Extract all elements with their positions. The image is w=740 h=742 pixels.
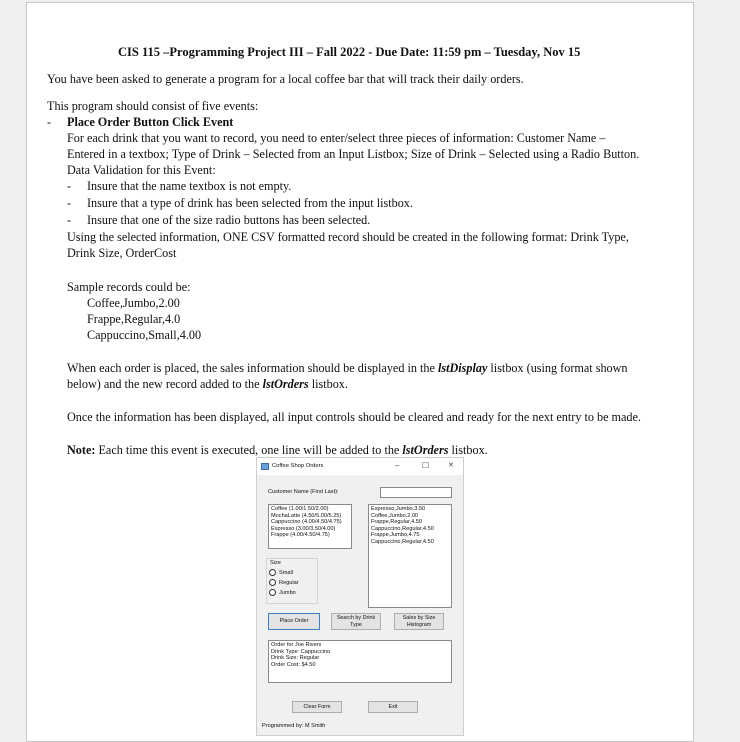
- minimize-icon[interactable]: –: [395, 461, 400, 470]
- customer-name-label: Customer Name (First Last):: [268, 489, 339, 495]
- drink-type-listbox[interactable]: [268, 504, 352, 549]
- size-option-label: Regular: [279, 580, 299, 586]
- display-line: Drink Size: Regular: [271, 655, 320, 662]
- list-item[interactable]: Espresso (3.00/3.50/4.00): [271, 525, 336, 532]
- display-listbox[interactable]: [268, 640, 452, 683]
- bullet-dash: -: [47, 115, 52, 129]
- validation-dash: -: [67, 179, 72, 193]
- place-order-button[interactable]: Place Order: [268, 613, 320, 630]
- para2-line2: Drink Size, OrderCost: [67, 246, 177, 260]
- size-radio-small[interactable]: [269, 569, 276, 576]
- orders-listbox[interactable]: [368, 504, 452, 608]
- maximize-icon[interactable]: ☐: [422, 461, 430, 470]
- validation-dash: -: [67, 196, 72, 210]
- coffee-shop-form-screenshot: [256, 457, 464, 736]
- para3-line2: below) and the new record added to the lstOrders listbox.: [67, 377, 348, 391]
- list-item[interactable]: MochaLatte (4.50/5.00/5.25): [271, 512, 342, 519]
- para1-line3: Data Validation for this Event:: [67, 163, 216, 177]
- validation-item: Insure that a type of drink has been selected from the input listbox.: [87, 196, 413, 210]
- validation-item: Insure that the name textbox is not empty.: [87, 179, 292, 193]
- list-item[interactable]: Frappe,Regular,4.50: [371, 519, 422, 526]
- size-option-label: Small: [279, 570, 293, 576]
- size-radio-regular[interactable]: [269, 579, 276, 586]
- search-by-drink-button[interactable]: Search by Drink Type: [331, 613, 381, 630]
- size-option-label: Jumbo: [279, 590, 296, 596]
- sample-intro: Sample records could be:: [67, 280, 191, 294]
- size-radio-jumbo[interactable]: [269, 589, 276, 596]
- exit-button[interactable]: Exit: [368, 701, 418, 713]
- display-line: Drink Type: Cappuccino: [271, 648, 331, 655]
- programmed-by-label: Programmed by: M Smith: [262, 723, 326, 729]
- close-icon[interactable]: ✕: [448, 462, 454, 469]
- list-item[interactable]: Cappuccino,Regular,4.50: [371, 525, 434, 532]
- para1-line1: For each drink that you want to record, you need to enter/select three pieces of information: Customer Name –: [67, 131, 606, 145]
- display-line: Order for Joe Rivers: [271, 642, 322, 648]
- validation-dash: -: [67, 213, 72, 227]
- size-group-label: Size: [270, 560, 281, 566]
- display-line: Order Cost: $4.50: [271, 661, 316, 668]
- list-item[interactable]: Cappuccino,Regular,4.50: [371, 538, 434, 545]
- list-item[interactable]: Frappe,Jumbo,4.75: [371, 532, 420, 539]
- app-icon: [261, 463, 269, 470]
- validation-item: Insure that one of the size radio buttons has been selected.: [87, 213, 371, 227]
- event-heading: Place Order Button Click Event: [67, 115, 234, 129]
- customer-name-input[interactable]: [380, 487, 452, 498]
- para4: Once the information has been displayed, all input controls should be cleared and ready for the next entry to be made.: [67, 410, 641, 424]
- para3-line1: When each order is placed, the sales information should be displayed in the lstDisplay listbox (using format shown: [67, 361, 628, 375]
- note-paragraph: Note: Each time this event is executed, one line will be added to the lstOrders listbox.: [67, 443, 488, 457]
- intro-paragraph: You have been asked to generate a program for a local coffee bar that will track their daily orders.: [47, 72, 524, 86]
- document-title: CIS 115 –Programming Project III – Fall 2022 - Due Date: 11:59 pm – Tuesday, Nov 15: [118, 45, 581, 59]
- list-item[interactable]: Cappuccino (4.00/4.50/4.75): [271, 519, 342, 526]
- clear-form-button[interactable]: Clear Form: [292, 701, 342, 713]
- list-item[interactable]: Frappe (4.00/4.50/4.75): [271, 532, 330, 539]
- sample-record: Cappuccino,Small,4.00: [87, 328, 202, 342]
- list-item[interactable]: Espresso,Jumbo,3.50: [371, 506, 426, 512]
- sales-by-size-button[interactable]: Sales by Size Histogram: [394, 613, 444, 630]
- para2-line1: Using the selected information, ONE CSV formatted record should be created in the following format: Drink Type,: [67, 230, 629, 244]
- events-intro: This program should consist of five events:: [47, 99, 259, 113]
- list-item[interactable]: Coffee (1.00/1.50/2.00): [271, 506, 329, 512]
- sample-record: Frappe,Regular,4.0: [87, 312, 181, 326]
- form-title: Coffee Shop Orders: [272, 463, 324, 469]
- list-item[interactable]: Coffee,Jumbo,2.00: [371, 512, 419, 519]
- sample-record: Coffee,Jumbo,2.00: [87, 296, 180, 310]
- para1-line2: Entered in a textbox; Type of Drink – Selected from an Input Listbox; Size of Drink – Selected using a Radio Button.: [67, 147, 640, 161]
